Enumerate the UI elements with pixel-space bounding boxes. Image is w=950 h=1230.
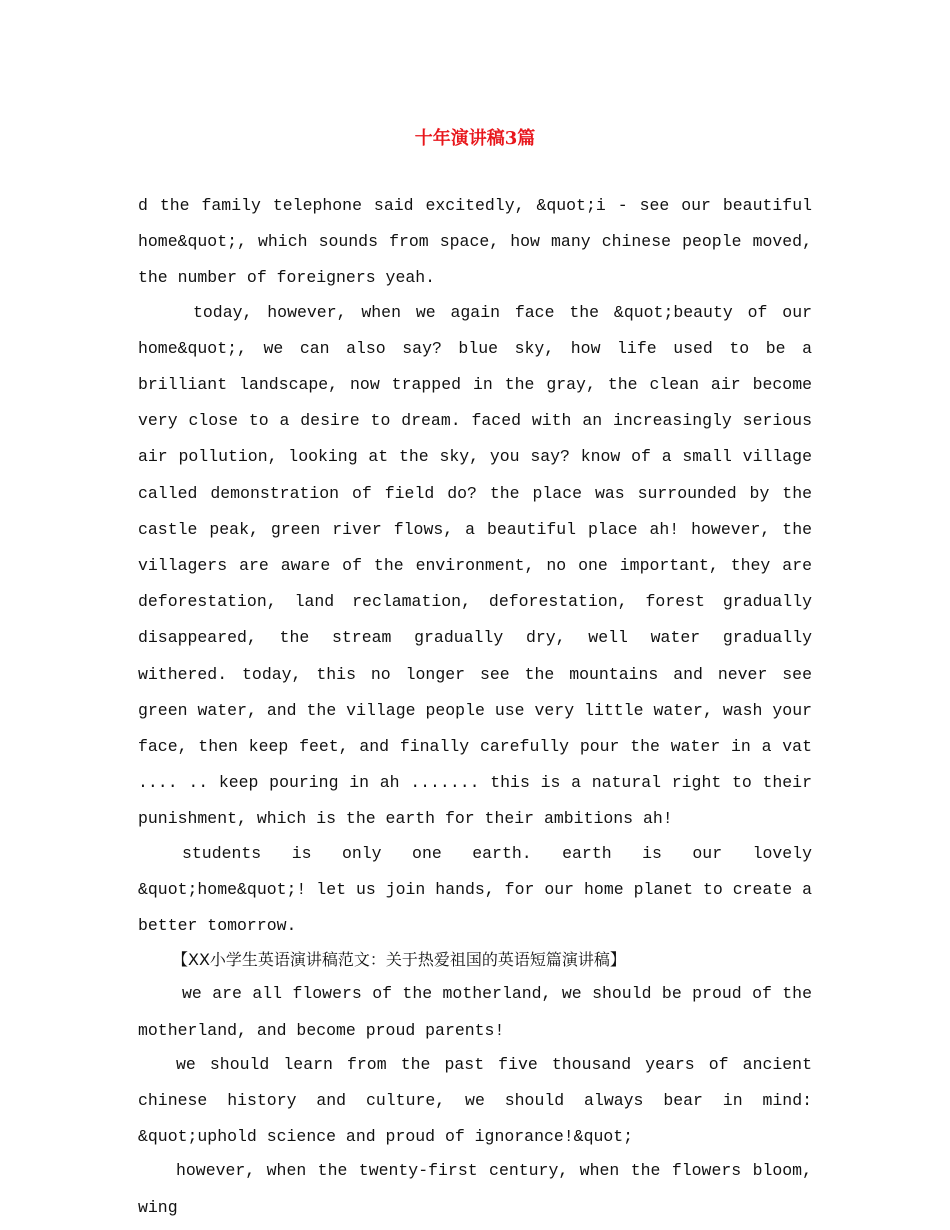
document-title: 十年演讲稿3篇 [414,128,536,149]
document-body [138,188,812,1224]
paragraph-3: students is only one earth. earth is our lovely &quot;home&quot;! let us join hands, for our home planet to create a better tomorrow. [138,843,812,936]
paragraph-2: today, however, when we again face the &quot;beauty of our home&quot;, we can also say? blue sky, how life used to be a brilliant landscape, now trapped in the gray, the clean air become very close to a desire to dream. faced with an increasingly serious air pollution, looking at the sky, you say? know of a small village called demonstration of field do? the place was surrounded by the castle peak, green river flows, a beautiful place ah! however, the villagers are aware of the environment, no one important, they are deforestation, land reclamation, deforestation, forest gradually disappeared, the stream gradually dry, well water gradually withered. today, this no longer see the mountains and never see green water, and the village people use very little water, wash your face, then keep feet, and finally carefully pour the water in a vat .... .. keep pouring in ah ....... this is a natural right to their punishment, which is the earth for their ambitions ah! [138,302,812,829]
paragraph-5: we should learn from the past five thousand years of ancient chinese history and culture, we should always bear in mind: &quot;uphold science and proud of ignorance!&quot; [138,1054,812,1147]
paragraph-6: however, when the twenty-first century, when the flowers bloom, wing [138,1161,812,1217]
paragraph-1: d the family telephone said excitedly, &quot;i - see our beautiful home&quot;, which sounds from space, how many chinese people moved, the number of foreigners yeah. [138,196,812,288]
section-heading: 【XX小学生英语演讲稿范文：关于热爱祖国的英语短篇演讲稿】 [172,950,626,970]
paragraph-4: we are all flowers of the motherland, we should be proud of the motherland, and become proud parents! [138,984,812,1040]
